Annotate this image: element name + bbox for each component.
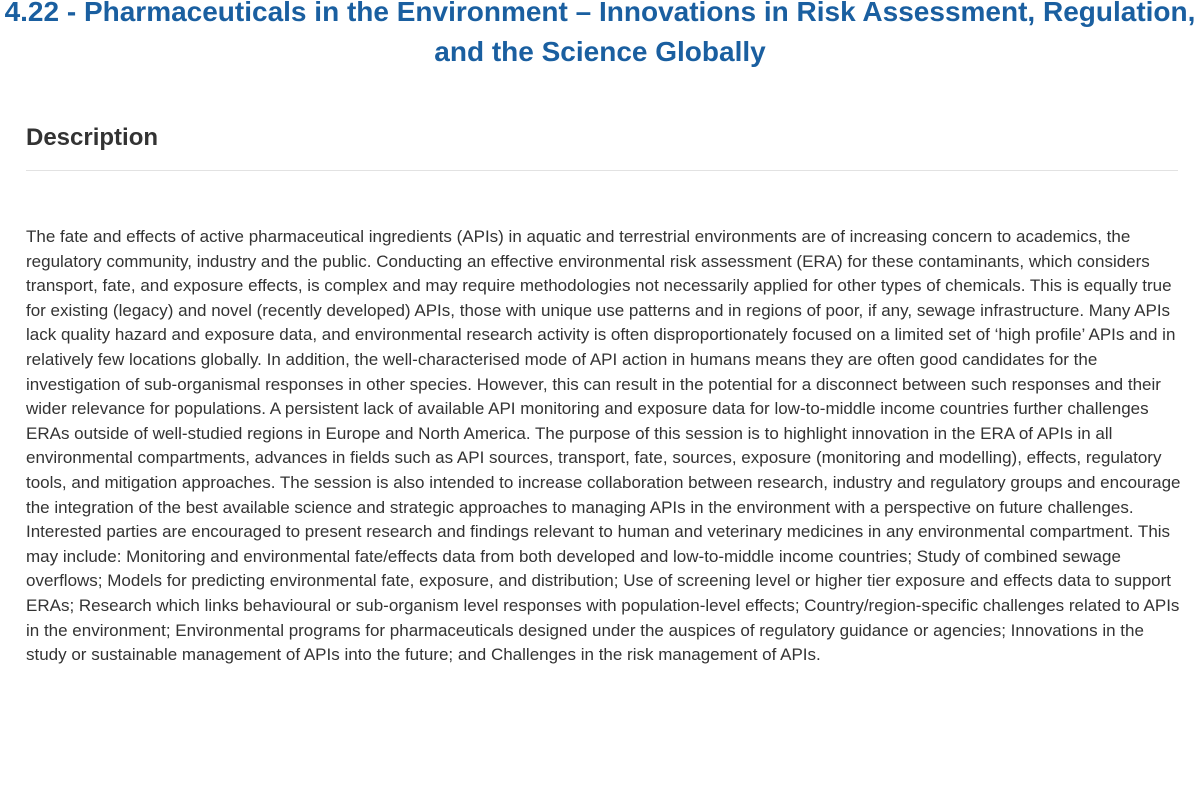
description-body: The fate and effects of active pharmaceutical ingredients (APIs) in aquatic and terrestrial environments are of increasing concern to academics, the regulatory community, industry and the public. Conducting an effective environmental risk assessment (ERA) for these contaminants, which considers transport, fate, and exposure effects, is complex and may require methodologies not necessarily applied for other types of chemicals. This is equally true for existing (legacy) and novel (recently developed) APIs, those with unique use patterns and in regions of poor, if any, sewage infrastructure. Many APIs lack quality hazard and exposure data, and environmental research activity is often disproportionately focused on a limited set of ‘high profile’ APIs and in relatively few locations globally. In addition, the well-characterised mode of API action in humans means they are often good candidates for the investigation of sub-organismal responses in other species. However, this can result in the potential for a disconnect between such responses and their wider relevance for populations. A persistent lack of available API monitoring and exposure data for low-to-middle income countries further challenges ERAs outside of well-studied regions in Europe and North America. The purpose of this session is to highlight innovation in the ERA of APIs in all environmental compartments, advances in fields such as API sources, transport, fate, sources, exposure (monitoring and modelling), effects, regulatory tools, and mitigation approaches. The session is also intended to increase collaboration between research, industry and regulatory groups and encourage the integration of the best available science and strategic approaches to managing APIs in the environment with a perspective on future challenges. Interested parties are encouraged to present research and findings relevant to human and veterinary medicines in any environmental compartment. This may include: Monitoring and environmental fate/effects data from both developed and low-to-middle income countries; Study of combined sewage overflows; Models for predicting environmental fate, exposure, and distribution; Use of screening level or higher tier exposure and effects data to support ERAs; Research which links behavioural or sub-organism level responses with population-level effects; Country/region-specific challenges related to APIs in the environment; Environmental programs for pharmaceuticals designed under the auspices of regulatory guidance or agencies; Innovations in the study or sustainable management of APIs into the future; and Challenges in the risk management of APIs. xyxy=(26,227,1181,665)
section-divider xyxy=(26,170,1178,171)
session-title: 4.22 - Pharmaceuticals in the Environment – Innovations in Risk Assessment, Regulation, and the Science Globally xyxy=(4,0,1196,67)
description-heading: Description xyxy=(26,124,159,151)
